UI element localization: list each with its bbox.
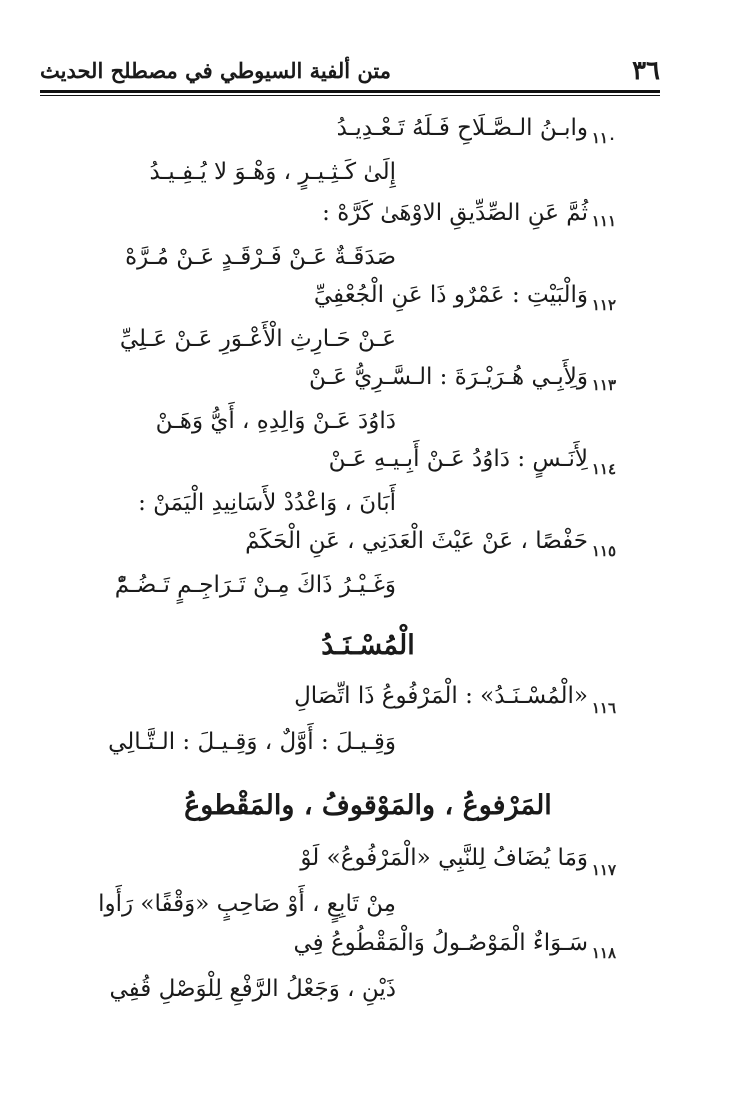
verse-first-hemistich: وَمَا يُضَافُ لِلنَّبِي «الْمَرْفُوعُ» لَوْ	[300, 845, 588, 871]
verse-second-hemistich: أَبَانَ ، وَاعْدُدْ لأَسَانِيدِ الْيَمَنْ :	[138, 490, 396, 516]
page-header	[40, 52, 660, 92]
verse-number: ١١٨	[591, 944, 616, 962]
verse-number: ١١٠	[591, 129, 616, 147]
verse	[0, 282, 736, 362]
verse-number: ١١٥	[591, 542, 616, 560]
verse-second-hemistich: إِلَىٰ كَـثِـيـرٍ ، وَهْـوَ لا يُـفِـيـدُ	[149, 159, 396, 185]
verse-second-hemistich: ذَيْنِ ، وَجَعْلُ الرَّفْعِ لِلْوَصْلِ قُفِي	[109, 976, 396, 1002]
verse-number: ١١٢	[591, 296, 616, 314]
verse-number: ١١٤	[591, 460, 616, 478]
verse-number: ١١٦	[591, 699, 616, 717]
verse-first-hemistich: سَـوَاءٌ الْمَوْصُـولُ وَالْمَقْطُوعُ فِي	[293, 930, 588, 956]
verse-first-hemistich: وَالْبَيْتِ : عَمْرٌو ذَا عَنِ الْجُعْفِيِّ	[313, 282, 588, 308]
section-title-musnad: الْمُسْـنَـدُ	[321, 630, 415, 661]
verse-first-hemistich: حَفْصًا ، عَنْ عَيْثَ الْعَدَنِي ، عَنِ الْحَكَمْ	[245, 528, 588, 554]
verse	[0, 446, 736, 526]
verse-second-hemistich: عَـنْ حَـارِثِ الْأَعْـوَرِ عَـنْ عَـلِيِّ	[119, 326, 396, 352]
section-title-marfu: المَرْفوعُ ، والمَوْقوفُ ، والمَقْطوعُ	[184, 790, 552, 821]
header-rule-thin	[40, 95, 660, 96]
verse-second-hemistich: وَغَـيْـرُ ذَاكَ مِـنْ تَـرَاجِـمٍ تَـضُـمّْ	[114, 572, 396, 598]
header-rule	[40, 90, 660, 93]
verse	[0, 845, 736, 925]
verse	[0, 364, 736, 444]
verse-number: ١١٧	[591, 861, 616, 879]
verse-second-hemistich: دَاوُدَ عَـنْ وَالِدِهِ ، أَيُّ وَهَـنْ	[155, 408, 396, 434]
verse	[0, 200, 736, 280]
verse-number: ١١٣	[591, 376, 616, 394]
verse-number: ١١١	[591, 212, 616, 230]
verse	[0, 528, 736, 608]
running-title: متن ألفية السيوطي في مصطلح الحديث	[40, 58, 391, 83]
verse-first-hemistich: «الْمُسْـنَـدُ» : الْمَرْفُوعُ ذَا اتِّصَالِ	[294, 683, 588, 709]
verse	[0, 683, 736, 763]
verse-second-hemistich: وَقِـيـلَ : أَوَّلٌ ، وَقِـيـلَ : الـتَّـالِي	[108, 729, 396, 755]
verse-second-hemistich: مِنْ تَابِعٍ ، أَوْ صَاحِبٍ «وَقْفًا» رَأَوا	[98, 891, 396, 917]
verse	[0, 115, 736, 195]
verse-first-hemistich: وَلِأَبِـي هُـرَيْـرَةَ : الـسَّـرِيُّ عَـنْ	[308, 364, 588, 390]
verse-first-hemistich: ثُمَّ عَنِ الصِّدِّيقِ الاوْهَىٰ كَرَّهْ :	[322, 200, 588, 226]
verse-second-hemistich: صَدَقَـةٌ عَـنْ فَـرْقَـدٍ عَـنْ مُـرَّهْ	[125, 244, 396, 270]
verse	[0, 930, 736, 1010]
verse-first-hemistich: وابـنُ الـصَّـلَاحِ فَـلَهُ تَـعْـدِيـدُ	[336, 115, 588, 141]
verse-first-hemistich: لِأَنَـسٍ : دَاوُدُ عَـنْ أَبِـيـهِ عَـنْ	[328, 446, 588, 472]
page-number: ٣٦	[632, 56, 660, 86]
